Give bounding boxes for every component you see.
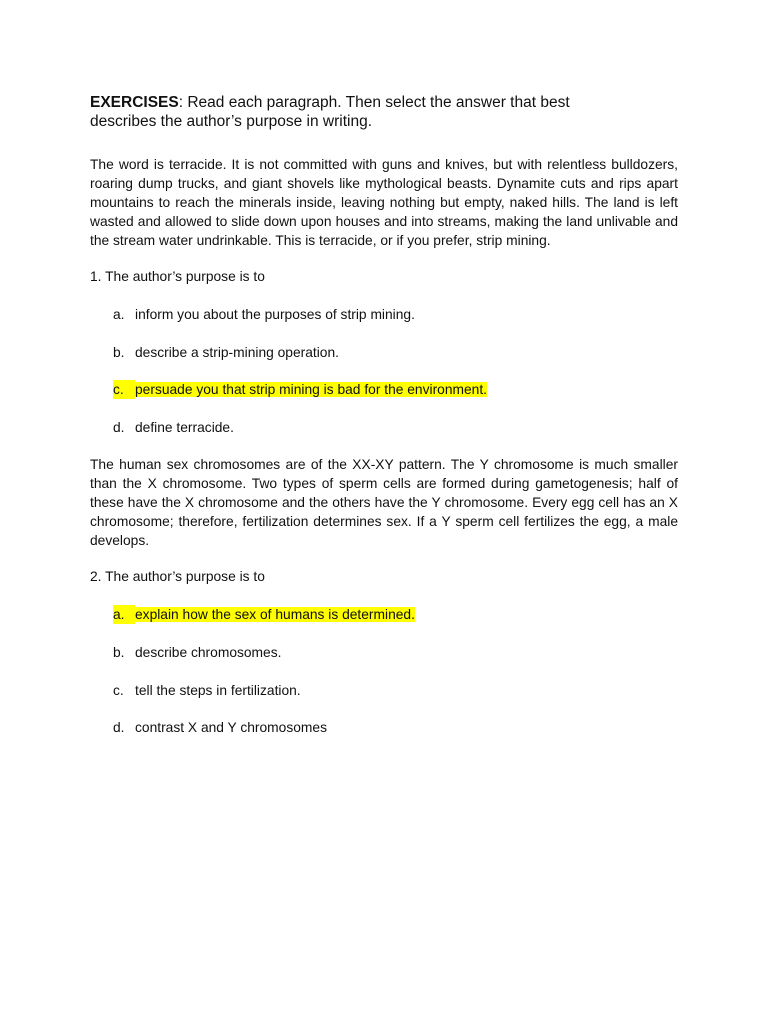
option-letter: d. <box>113 720 125 736</box>
heading-instructions: : Read each paragraph. Then select the answer that best describes the author’s purpose in writing. <box>90 94 570 130</box>
option-text: describe a strip-mining operation. <box>135 344 339 360</box>
question-1-options <box>90 305 678 437</box>
option-text: define terracide. <box>135 419 234 435</box>
option-letter: d. <box>113 419 125 435</box>
question-1-option-d <box>90 418 678 437</box>
question-2-option-a-highlighted <box>90 605 678 624</box>
document-page <box>90 93 678 756</box>
question-2-option-b <box>90 643 678 662</box>
option-letter: c. <box>113 682 124 698</box>
option-letter: a. <box>113 605 135 624</box>
option-letter: b. <box>113 644 125 660</box>
question-1-option-b <box>90 343 678 362</box>
question-1: 1. The author’s purpose is to <box>90 269 265 284</box>
option-letter: b. <box>113 344 125 360</box>
question-1-option-a <box>90 305 678 324</box>
option-text: describe chromosomes. <box>135 644 282 660</box>
question-2-option-d <box>90 718 678 737</box>
heading-bold-label: EXERCISES <box>90 94 179 111</box>
passage-2-text: The human sex chromosomes are of the XX-XY pattern. The Y chromosome is much smaller than the X chromosome. Two types of sperm cells are formed during gametogenesis; half of these have the X chromosome and the others have the Y chromosome. Every egg cell has an X chromosome; therefore, fertilization determines sex. If a Y sperm cell fertilizes the egg, a male develops. <box>90 457 678 549</box>
question-2: 2. The author’s purpose is to <box>90 569 265 585</box>
option-text: inform you about the purposes of strip mining. <box>135 307 415 322</box>
option-text: contrast X and Y chromosomes <box>135 720 327 736</box>
question-2-options <box>90 605 678 737</box>
question-1-option-c-highlighted <box>90 380 678 399</box>
option-text-highlighted: explain how the sex of humans is determined. <box>135 607 415 623</box>
exercise-heading <box>90 93 570 131</box>
option-letter: a. <box>113 307 125 322</box>
option-letter: c. <box>113 380 135 399</box>
passage-1-text: The word is terracide. It is not committed with guns and knives, but with relentless bulldozers, roaring dump trucks, and giant shovels like mythological beasts. Dynamite cuts and rips apart mountains to reach the minerals inside, leaving nothing but empty, naked hills. The land is left wasted and allowed to slide down upon houses and into streams, making the land unlivable and the stream water undrinkable. This is terracide, or if you prefer, strip mining. <box>90 157 678 248</box>
option-text: tell the steps in fertilization. <box>135 682 301 698</box>
question-2-option-c <box>90 681 678 700</box>
option-text-highlighted: persuade you that strip mining is bad for the environment. <box>135 382 488 398</box>
